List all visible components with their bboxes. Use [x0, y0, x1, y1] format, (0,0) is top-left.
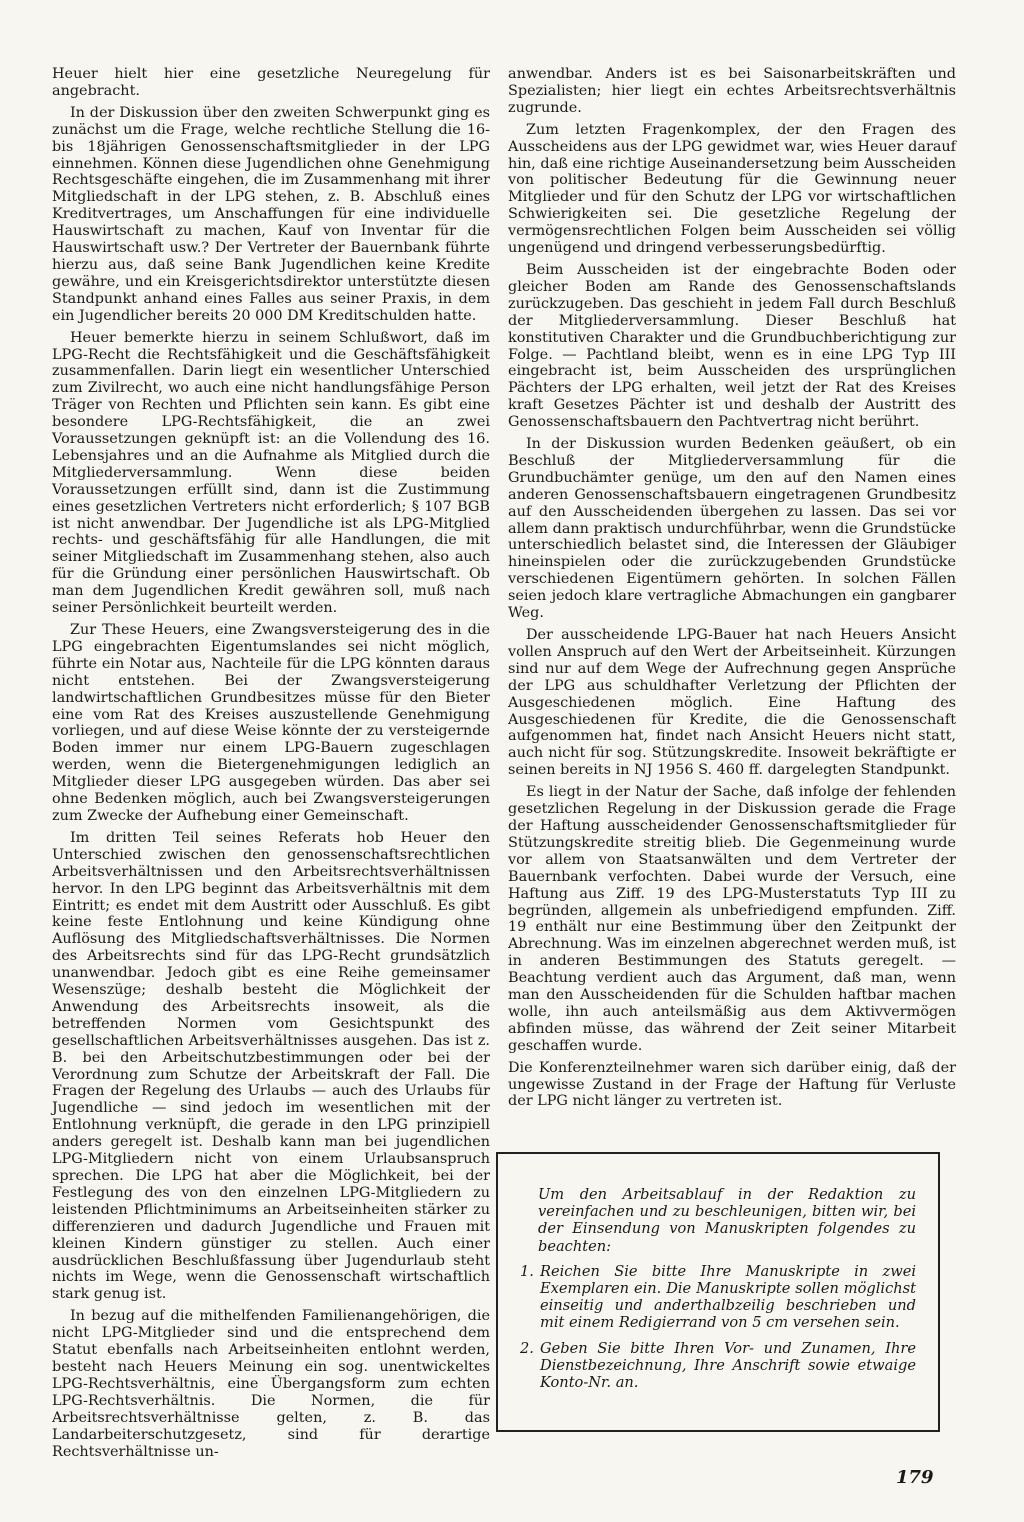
- left-column: [52, 66, 490, 1465]
- notice-item: [520, 1340, 916, 1392]
- page-number: 179: [896, 1467, 934, 1488]
- right-column: [508, 66, 956, 1115]
- notice-item-number: 1.: [520, 1262, 534, 1280]
- paragraph: Zur These Heuers, eine Zwangsversteigerung des in die LPG eingebrachten Eigentumslandes sei nicht möglich, führte ein Notar aus, Nachteile für die LPG könnten daraus nicht entstehen. Bei der Zwangsversteigerung landwirtschaftlichen Grundbesitzes müsse für den Bieter eine vom Rat des Kreises auszustellende Genehmigung vorliegen, und auf diese Weise könnte der zu versteigernde Boden immer nur einem LPG-Bauern zugeschlagen werden, wenn die Bietergenehmigungen lediglich an Mitglieder dieser LPG ausgegeben würden. Das aber sei ohne Bedenken möglich, auch bei Zwangsversteigerungen zum Zwecke der Aufhebung einer Gemeinschaft.: [52, 622, 490, 824]
- paragraph: In der Diskussion wurden Bedenken geäußert, ob ein Beschluß der Mitgliederversammlung für die Grundbuchämter genüge, um den auf den Namen eines anderen Genossenschaftsbauern eingetragenen Grundbesitz auf den Ausscheidenden übergehen zu lassen. Das sei vor allem dann praktisch undurchführbar, wenn die Grundstücke unterschiedlich belastet sind, die Interessen der Gläubiger hineinspielen oder die zurückzugebenden Grundstücke verschiedenen Eigentümern gehörten. In solchen Fällen seien jedoch klare vertragliche Abmachungen ein gangbarer Weg.: [508, 436, 956, 622]
- paragraph: Heuer bemerkte hierzu in seinem Schlußwort, daß im LPG-Recht die Rechtsfähigkeit und die Geschäftsfähigkeit zusammenfallen. Darin liegt ein wesentlicher Unterschied zum Zivilrecht, wo auch eine nicht handlungsfähige Person Träger von Rechten und Pflichten sein kann. Es gibt eine besondere LPG-Rechtsfähigkeit, die an zwei Voraussetzungen geknüpft ist: an die Vollendung des 16. Lebensjahres und an die Aufnahme als Mitglied durch die Mitgliederversammlung. Wenn diese beiden Voraussetzungen erfüllt sind, dann ist die Zustimmung eines gesetzlichen Vertreters nicht erforderlich; § 107 BGB ist nicht anwendbar. Der Jugendliche ist als LPG-Mitglied rechts- und geschäftsfähig für alle Handlungen, die mit seiner Mitgliedschaft im Zusammenhang stehen, also auch für die Gründung einer persönlichen Hauswirtschaft. Ob man dem Jugendlichen Kredit gewähren soll, muß nach seiner Persönlichkeit beurteilt werden.: [52, 329, 490, 617]
- paragraph: In der Diskussion über den zweiten Schwerpunkt ging es zunächst um die Frage, welche rechtliche Stellung die 16- bis 18jährigen Genossenschaftsmitglieder in der LPG einnehmen. Können diese Jugendlichen ohne Genehmigung Rechtsgeschäfte eingehen, die im Zusammenhang mit ihrer Mitgliedschaft in der LPG stehen, z. B. Abschluß eines Kreditvertrages, um Anschaffungen für eine individuelle Hauswirtschaft zu machen, Kauf von Inventar für die Hauswirtschaft usw.? Der Vertreter der Bauernbank führte hierzu aus, daß seine Bank Jugendlichen keine Kredite gewähre, und ein Kreisgerichtsdirektor unterstützte diesen Standpunkt anhand eines Falles aus seiner Praxis, in dem ein Jugendlicher bereits 20 000 DM Kreditschulden hatte.: [52, 104, 490, 324]
- paragraph: Im dritten Teil seines Referats hob Heuer den Unterschied zwischen den genossenschaftsrechtlichen Arbeitsverhältnissen und den Arbeitsrechtsverhältnissen hervor. In den LPG beginnt das Arbeitsverhältnis mit dem Eintritt; es endet mit dem Austritt oder Ausschluß. Es gibt keine feste Entlohnung und keine Kündigung ohne Auflösung des Mitgliedschaftsverhältnisses. Die Normen des Arbeitsrechts sind für das LPG-Recht grundsätzlich unanwendbar. Jedoch gibt es eine Reihe gemeinsamer Wesenszüge; deshalb besteht die Möglichkeit der Anwendung des Arbeitsrechts insoweit, als die betreffenden Normen vom Gesichtspunkt des gesellschaftlichen Arbeitsverhältnisses ausgehen. Das ist z. B. bei den Arbeitschutzbestimmungen oder bei der Verordnung zum Schutze der Arbeitskraft der Fall. Die Fragen der Regelung des Urlaubs — auch des Urlaubs für Jugendliche — sind jedoch im wesentlichen mit der Entlohnung verknüpft, die gerade in den LPG prinzipiell anders geregelt ist. Deshalb kann man bei jugendlichen LPG-Mitgliedern nicht von einem Urlaubsanspruch sprechen. Die LPG hat aber die Möglichkeit, bei der Festlegung des von den einzelnen LPG-Mitgliedern zu leistenden Pflichtminimums an Arbeitseinheiten stärker zu differenzieren und dadurch Jugendliche und Frauen mit kleinen Kindern günstiger zu stellen. Auch einer ausdrücklichen Beschlußfassung über Jugendurlaub steht nichts im Wege, wenn die Genossenschaft wirtschaftlich stark genug ist.: [52, 829, 490, 1303]
- notice-item-number: 2.: [520, 1339, 534, 1357]
- notice-item: [520, 1263, 916, 1332]
- notice-item-text: Geben Sie bitte Ihren Vor- und Zunamen, Ihre Dienstbezeichnung, Ihre Anschrift sowie etwaige Konto-Nr. an.: [540, 1339, 916, 1392]
- paragraph: Der ausscheidende LPG-Bauer hat nach Heuers Ansicht vollen Anspruch auf den Wert der Arbeitseinheit. Kürzungen sind nur auf dem Wege der Aufrechnung gegen Ansprüche der LPG aus schuldhafter Verletzung der Pflichten der Ausgeschiedenen möglich. Eine Haftung des Ausgeschiedenen für Kredite, die die Genossenschaft aufgenommen hat, findet nach Ansicht Heuers nicht statt, auch nicht für sog. Stützungskredite. Insoweit bekräftigte er seinen bereits in NJ 1956 S. 460 ff. dargelegten Standpunkt.: [508, 627, 956, 779]
- paragraph: Beim Ausscheiden ist der eingebrachte Boden oder gleicher Boden am Rande des Genossenschaftslands zurückzugeben. Das geschieht in jedem Fall durch Beschluß der Mitgliederversammlung. Dieser Beschluß hat konstitutiven Charakter und die Grundbuchberichtigung zur Folge. — Pachtland bleibt, wenn es in eine LPG Typ III eingebracht ist, beim Ausscheiden des ursprünglichen Pächters der LPG erhalten, weil jetzt der Rat des Kreises kraft Gesetzes Pächter ist und deshalb der Austritt des Genossenschaftsbauern den Pachtvertrag nicht berührt.: [508, 261, 956, 431]
- paragraph: Zum letzten Fragenkomplex, der den Fragen des Ausscheidens aus der LPG gewidmet war, wies Heuer darauf hin, daß eine richtige Auseinandersetzung beim Ausscheiden von politischer Bedeutung für die Gewinnung neuer Mitglieder und für den Schutz der LPG vor wirtschaftlichen Schwierigkeiten sei. Die gesetzliche Regelung der vermögensrechtlichen Folgen beim Ausscheiden sei völlig ungenügend und dringend verbesserungsbedürftig.: [508, 121, 956, 257]
- paragraph: Es liegt in der Natur der Sache, daß infolge der fehlenden gesetzlichen Regelung in der Diskussion gerade die Frage der Haftung ausscheidender Genossenschaftsmitglieder für Stützungskredite streitig blieb. Die Gegenmeinung wurde vor allem von Staatsanwälten und dem Vertreter der Bauernbank verfochten. Dabei wurde der Versuch, eine Haftung aus Ziff. 19 des LPG-Musterstatuts Typ III zu begründen, allgemein als unbefriedigend empfunden. Ziff. 19 enthält nur eine Bestimmung über den Zeitpunkt der Abrechnung. Was im einzelnen abgerechnet werden muß, ist in anderen Bestimmungen des Statuts geregelt. — Beachtung verdient auch das Argument, daß man, wenn man den Ausscheidenden für die Schulden haftbar machen wolle, ihn auch anteilsmäßig aus dem Aktivvermögen abfinden müsse, das während der Zeit seiner Mitarbeit geschaffen wurde.: [508, 784, 956, 1054]
- notice-item-text: Reichen Sie bitte Ihre Manuskripte in zwei Exemplaren ein. Die Manuskripte sollen möglichst einseitig und anderthalbzeilig beschrieben und mit einem Redigierrand von 5 cm versehen sein.: [540, 1262, 916, 1332]
- paragraph: Heuer hielt hier eine gesetzliche Neuregelung für angebracht.: [52, 66, 490, 99]
- editorial-notice-box: [496, 1152, 940, 1432]
- paragraph: In bezug auf die mithelfenden Familienangehörigen, die nicht LPG-Mitglieder sind und die entsprechend dem Statut ebenfalls nach Arbeitseinheiten entlohnt werden, besteht nach Heuers Meinung ein sog. unentwickeltes LPG-Rechtsverhältnis, eine Übergangsform zum echten LPG-Rechtsverhältnis. Die Normen, die für Arbeitsrechtsverhältnisse gelten, z. B. das Landarbeiterschutzgesetz, sind für derartige Rechtsverhältnisse un-: [52, 1308, 490, 1460]
- paragraph: anwendbar. Anders ist es bei Saisonarbeitskräften und Spezialisten; hier liegt ein echtes Arbeitsrechtsverhältnis zugrunde.: [508, 66, 956, 116]
- paragraph: Die Konferenzteilnehmer waren sich darüber einig, daß der ungewisse Zustand in der Frage der Haftung für Verluste der LPG nicht länger zu vertreten ist.: [508, 1059, 956, 1110]
- notice-list: [520, 1263, 916, 1391]
- notice-intro: Um den Arbeitsablauf in der Redaktion zu vereinfachen und zu beschleunigen, bitten wir, bei der Einsendung von Manuskripten folgendes zu beachten:: [538, 1186, 916, 1255]
